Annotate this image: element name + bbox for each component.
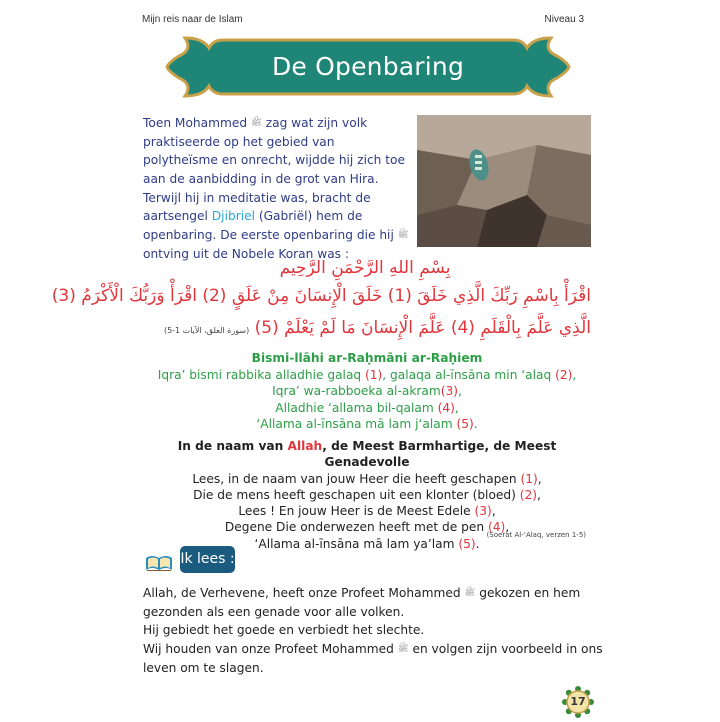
transliteration-line: Iqra’ wa-rabboeka al-akram(3), (272, 384, 462, 398)
verse-number: (5) (456, 417, 474, 431)
pbuh-honorific-icon: ﷺ (250, 118, 262, 129)
bottom-text: en volgen zijn voorbeeld in ons leven om te slagen. (143, 641, 603, 675)
dutch-line: Die de mens heeft geschapen uit een klonter (bloed) (2), (193, 487, 541, 502)
verse-number: (1) (520, 471, 538, 486)
intro-paragraph (143, 114, 409, 263)
verse-number: (2) (555, 367, 573, 382)
intro-text-2: zag wat zijn volk praktiseerde op het gebied van polytheïsme en onrecht, wijdde hij zich toe aan de aanbidding in de grot van Hira. Terwijl hij in meditatie was, bracht de aartsengel (143, 116, 406, 224)
cave-hira-photo (417, 115, 591, 247)
translit-text: Alladhie ‘allama bil-qalam (275, 400, 438, 415)
bottom-line (143, 584, 603, 621)
verse-number: (2) (519, 487, 538, 502)
page-number: 17 (570, 695, 586, 708)
translit-text: ‘Allama al-īnsāna mā lam j‘alam (256, 417, 457, 431)
dutch-text: Lees, in de naam van jouw Heer die heeft geschapen (192, 471, 521, 486)
dutch-line: ‘Allama al-īnsāna mā lam ya’lam (5). (254, 536, 480, 551)
verse-number: (4) (437, 400, 455, 415)
bottom-line (143, 640, 603, 677)
intro-text-1: Toen Mohammed (143, 116, 248, 130)
pbuh-honorific-icon: ﷺ (464, 588, 476, 599)
bottom-text: Allah, de Verhevene, heeft onze Profeet Mohammed (143, 586, 461, 600)
dutch-text: Lees ! En jouw Heer is de Meest Edele (238, 504, 475, 519)
bottom-line: Hij gebiedt het goede en verbiedt het slechte. (143, 623, 425, 638)
transliteration-basmala: Bismi-llāhi ar-Raḥmāni ar-Raḥiem (251, 351, 483, 365)
transliteration-line: Iqra’ bismi rabbika alladhie galaq (1), galaqa al-īnsāna min ‘alaq (2), (157, 367, 577, 382)
pbuh-honorific-icon: ﷺ (397, 644, 409, 655)
bottom-paragraph (143, 584, 603, 677)
section-label-badge: Ik lees : (180, 546, 235, 573)
transliteration-block (143, 350, 591, 433)
dutch-basmala (143, 438, 591, 471)
dutch-text: Degene Die onderwezen heeft met de pen (224, 520, 488, 535)
page-number-badge (562, 686, 594, 718)
bottom-text: gekozen en hem gezonden als een genade voor alle volken. (143, 586, 581, 619)
dutch-text: In de naam van (177, 439, 288, 453)
arabic-basmala: بِسْمِ اللهِ الرَّحْمَنِ الرَّحِيم (279, 258, 451, 278)
dutch-line: Degene Die onderwezen heeft met de pen (4), (224, 520, 510, 535)
pbuh-honorific-icon: ﷺ (397, 229, 409, 240)
transliteration-line: Alladhie ‘allama bil-qalam (4), (275, 400, 459, 415)
arabic-verses-line-2 (143, 318, 591, 338)
book-title-header: Mijn reis naar de Islam (142, 14, 243, 25)
arabic-reference: (سورة العلق، الآيات 1-5) (163, 326, 250, 335)
verse-number: (3) (474, 504, 492, 519)
bottom-text: Wij houden van onze Profeet Mohammed (143, 641, 394, 656)
open-book-icon (144, 552, 174, 572)
intro-text-3: (Gabriël) hem de openbaring. De eerste openbaring die hij (143, 209, 394, 242)
verse-number: (4) (488, 520, 506, 535)
surah-source: (Soerat Al-‘Alaq, verzen 1-5) (486, 531, 586, 539)
arabic-verses-text: الَّذِي عَلَّمَ بِالْقَلَمِ (4) عَلَّمَ الْإِنسَانَ مَا لَمْ يَعْلَمْ (5) (254, 318, 591, 338)
dutch-line: Lees, in de naam van jouw Heer die heeft geschapen (1), (192, 471, 542, 486)
translit-text: , galaqa al-īnsāna min ‘alaq (382, 367, 556, 382)
page-title: De Openbaring (271, 52, 465, 81)
arabic-verses-line-1: اقْرَأْ بِاسْمِ رَبِّكَ الَّذِي خَلَقَ (1) خَلَقَ الْإِنسَانَ مِنْ عَلَقٍ (2) اقْرَأْ وَرَبُّكَ الْأَكْرَمُ (3) (51, 286, 591, 306)
allah-highlight: Allah (287, 439, 323, 453)
verse-number: (1) (365, 367, 383, 382)
translit-text: Iqra’ wa-rabboeka al-akram (272, 384, 441, 398)
transliteration-line: ‘Allama al-īnsāna mā lam j‘alam (5). (256, 417, 478, 431)
level-header: Niveau 3 (544, 14, 584, 25)
dutch-text: , de Meest Barmhartige, de Meest Genadevolle (322, 439, 557, 470)
djibriel-highlight: Djibriel (211, 209, 255, 224)
verse-number: (3) (440, 384, 458, 398)
translit-text: Iqra’ bismi rabbika alladhie galaq (157, 367, 366, 382)
dutch-line: Lees ! En jouw Heer is de Meest Edele (3), (238, 504, 496, 519)
verse-number: (5) (458, 536, 476, 551)
dutch-text: Die de mens heeft geschapen uit een klonter (bloed) (193, 487, 520, 502)
dutch-text: ‘Allama al-īnsāna mā lam ya’lam (254, 536, 459, 551)
title-banner (163, 34, 573, 100)
intro-text-4: ontving uit de Nobele Koran was : (143, 246, 350, 261)
